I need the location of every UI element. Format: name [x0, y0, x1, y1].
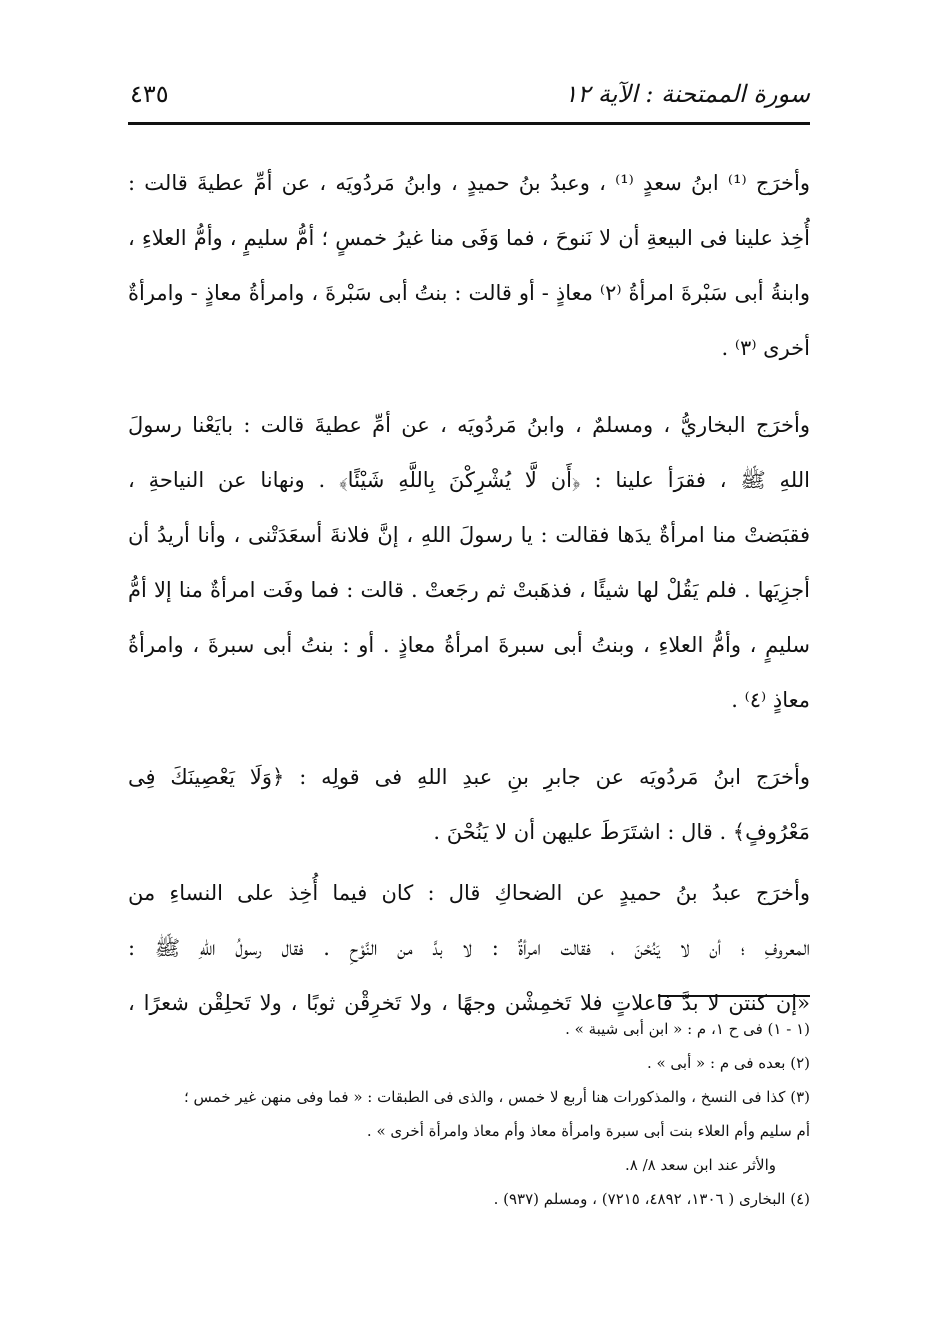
text-line: وأخرَج عبدُ بنُ حميدٍ عن الضحاكِ قال : كان فيما أُخِذ على النساءِ من — [128, 881, 810, 905]
paragraph — [128, 750, 810, 860]
text-line: المعروفِ ؛ أن لا يَنُحْنَ ، فقالت امرأةٌ : لا بدَّ من النَّوْحِ . فقال رسولُ اللهِ ﷺ : — [128, 936, 810, 960]
footnote-rule — [658, 995, 810, 997]
text-line: سليمٍ ، وأمُّ العلاءِ ، وبنتُ أبى سبرةَ امرأةُ معاذٍ . أو : بنتُ أبى سبرةَ ، وامرأةُ — [128, 633, 810, 657]
text-line: أُخِذ علينا فى البيعةِ أن لا نَنوحَ ، فما وَفَى منا غيرُ خمسٍ ؛ أمُّ سليمٍ ، وأمُّ العلاءِ ، — [128, 226, 810, 250]
paragraph — [128, 156, 810, 376]
running-title: سورة الممتحنة : الآية ١٢ — [564, 80, 810, 108]
footnote: أم سليم وأم العلاء بنت أبى سبرة وامرأة معاذ وأم معاذ وامرأة أخرى » . — [366, 1122, 810, 1140]
text-line: مَعْرُوفٍ﴾ . قال : اشتَرَطَ عليهن أن لا يَنُحْنَ . — [433, 820, 810, 844]
footnote: (١ - ١) فى ح ١، م : « ابن أبى شيبة » . — [565, 1020, 810, 1038]
text-line: اللهِ ﷺ ، فقرَأ علينا : ﴿أَن لَّا يُشْرِكْنَ بِاللَّهِ شَيْئًا﴾ . ونهانا عن النياحةِ ، — [128, 468, 810, 492]
page-header — [130, 76, 810, 116]
page-number: ٤٣٥ — [130, 80, 169, 108]
footnotes — [128, 1012, 810, 1216]
text-line: وأخرَج ابنُ مَردُويَه عن جابرِ بنِ عبدِ اللهِ فى قولِه : ﴿وَلَا يَعْصِينَكَ فِى — [128, 765, 810, 789]
text-line: معاذٍ ⁽٤⁾ . — [731, 688, 810, 712]
paragraph — [128, 866, 810, 1031]
paragraph — [128, 398, 810, 728]
footnote: (٤) البخارى ( ١٣٠٦، ٤٨٩٢، ٧٢١٥) ، ومسلم (٩٣٧) . — [493, 1190, 810, 1208]
text-line: «إن كنتن لا بدَّ فاعلاتٍ فلا تَخمِشْن وجهًا ، ولا تَخرِقْن ثوبًا ، ولا تَحلِقْن شعرًا ، — [128, 991, 810, 1015]
text-line: وابنةُ أبى سَبْرةَ امرأةُ ⁽٢⁾ معاذٍ - أو قالت : بنتُ أبى سَبْرةَ ، وامرأةُ معاذٍ - وامرأةٌ — [128, 281, 810, 305]
text-line: وأخرَج البخاريُّ ، ومسلمٌ ، وابنُ مَردُويَه ، عن أمِّ عطيةَ قالت : بايَعْنا رسولَ — [128, 413, 810, 437]
text-line: وأخرَج ⁽¹⁾ ابنُ سعدٍ ⁽¹⁾ ، وعبدُ بنُ حميدٍ ، وابنُ مَردُويَه ، عن أمِّ عطيةَ قالت : — [128, 171, 810, 195]
main-text — [128, 156, 810, 1031]
text-line: فقبَضتْ منا امرأةٌ يدَها فقالت : يا رسولَ اللهِ ، إنَّ فلانةَ أسعَدَتْنى ، وأنا أريدُ أن — [128, 523, 810, 547]
text-line: أخرى ⁽٣⁾ . — [721, 336, 810, 360]
footnote: (٣) كذا فى النسخ ، والمذكورات هنا أربع لا خمس ، والذى فى الطبقات : « فما وفى منهن غير خمس ؛ — [184, 1088, 810, 1106]
text-line: أجزِيَها . فلم يَقُلْ لها شيئًا ، فذهَبتْ ثم رجَعتْ . قالت : فما وفَت امرأةٌ منا إلا أمُّ — [128, 578, 810, 602]
header-rule — [128, 122, 810, 125]
footnote: والأثر عند ابن سعد ٨/ ٨. — [624, 1156, 776, 1174]
footnote: (٢) بعده فى م : « أبى » . — [646, 1054, 810, 1072]
